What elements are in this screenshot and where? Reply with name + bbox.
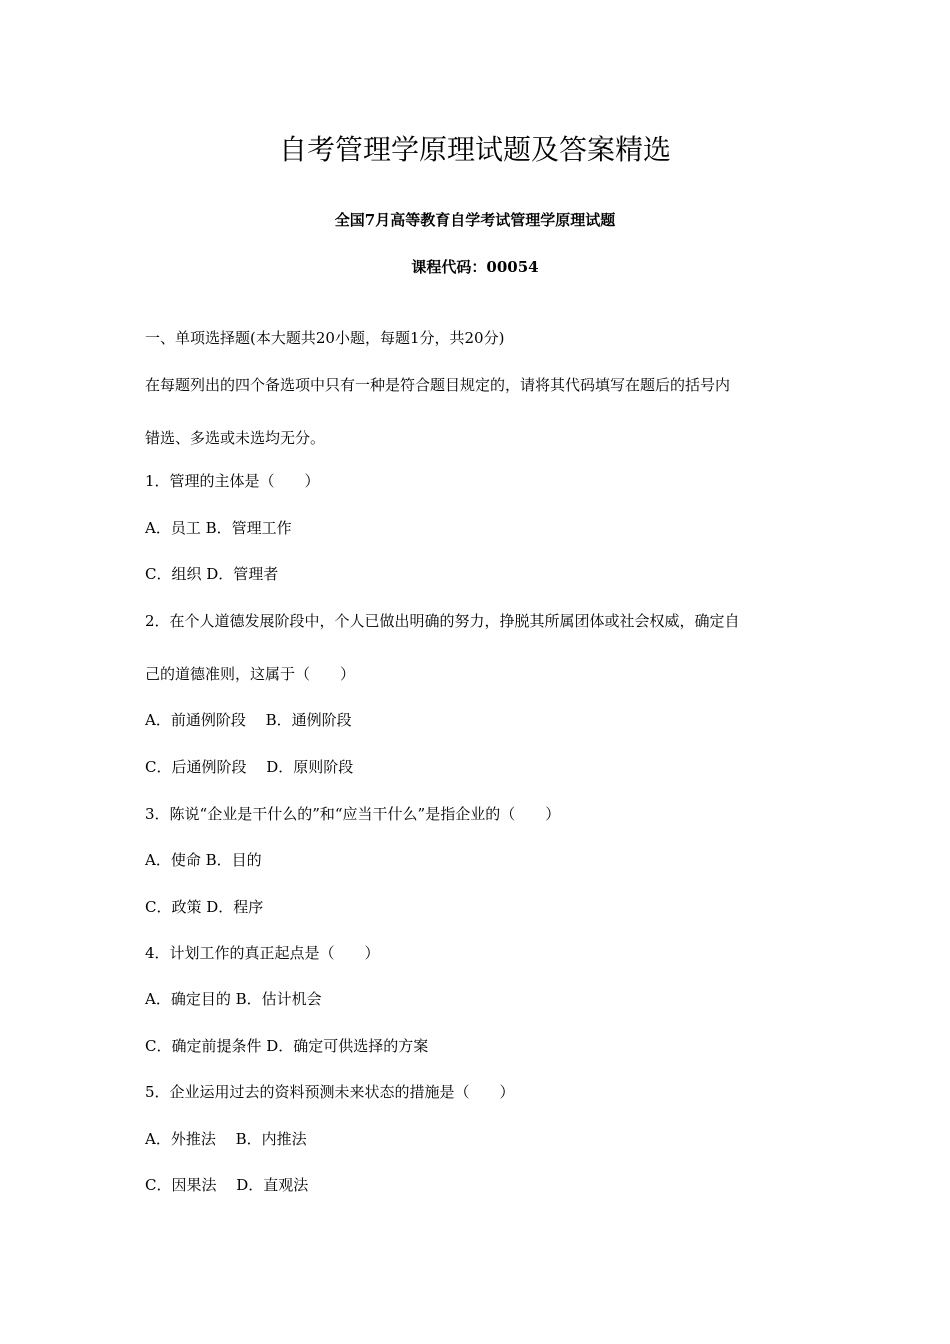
question-3-options: A．使命 B．目的 [145, 851, 262, 869]
question-2-continued: 己的道德准则，这属于（ ） [145, 665, 356, 683]
question-1: 1．管理的主体是（ ） [145, 472, 320, 490]
instruction-line: 在每题列出的四个备选项中只有一种是符合题目规定的，请将其代码填写在题后的括号内 [145, 376, 731, 394]
question-2-options: A．前通例阶段 B．通例阶段 [145, 711, 352, 729]
section-heading: 一、单项选择题(本大题共20小题，每题1分，共20分) [145, 329, 505, 347]
question-1-options: C．组织 D．管理者 [145, 565, 279, 583]
question-3: 3．陈说“企业是干什么的”和“应当干什么”是指企业的（ ） [145, 805, 561, 823]
instruction-line: 错选、多选或未选均无分。 [145, 429, 326, 447]
question-4: 4．计划工作的真正起点是（ ） [145, 944, 380, 962]
question-4-options: A．确定目的 B．估计机会 [145, 990, 322, 1008]
question-5: 5．企业运用过去的资料预测未来状态的措施是（ ） [145, 1083, 515, 1101]
question-4-options: C．确定前提条件 D．确定可供选择的方案 [145, 1037, 429, 1055]
question-5-options: A．外推法 B．内推法 [145, 1130, 307, 1148]
question-2: 2．在个人道德发展阶段中，个人已做出明确的努力，挣脱其所属团体或社会权威，确定自 [145, 612, 740, 630]
question-1-options: A．员工 B．管理工作 [145, 519, 292, 537]
question-2-options: C．后通例阶段 D．原则阶段 [145, 758, 354, 776]
document-title: 自考管理学原理试题及答案精选 [278, 133, 671, 166]
exam-subtitle: 全国7月高等教育自学考试管理学原理试题 [334, 211, 616, 229]
question-3-options: C．政策 D．程序 [145, 898, 264, 916]
question-5-options: C．因果法 D．直观法 [145, 1176, 309, 1194]
course-code: 课程代码：00054 [411, 258, 539, 276]
